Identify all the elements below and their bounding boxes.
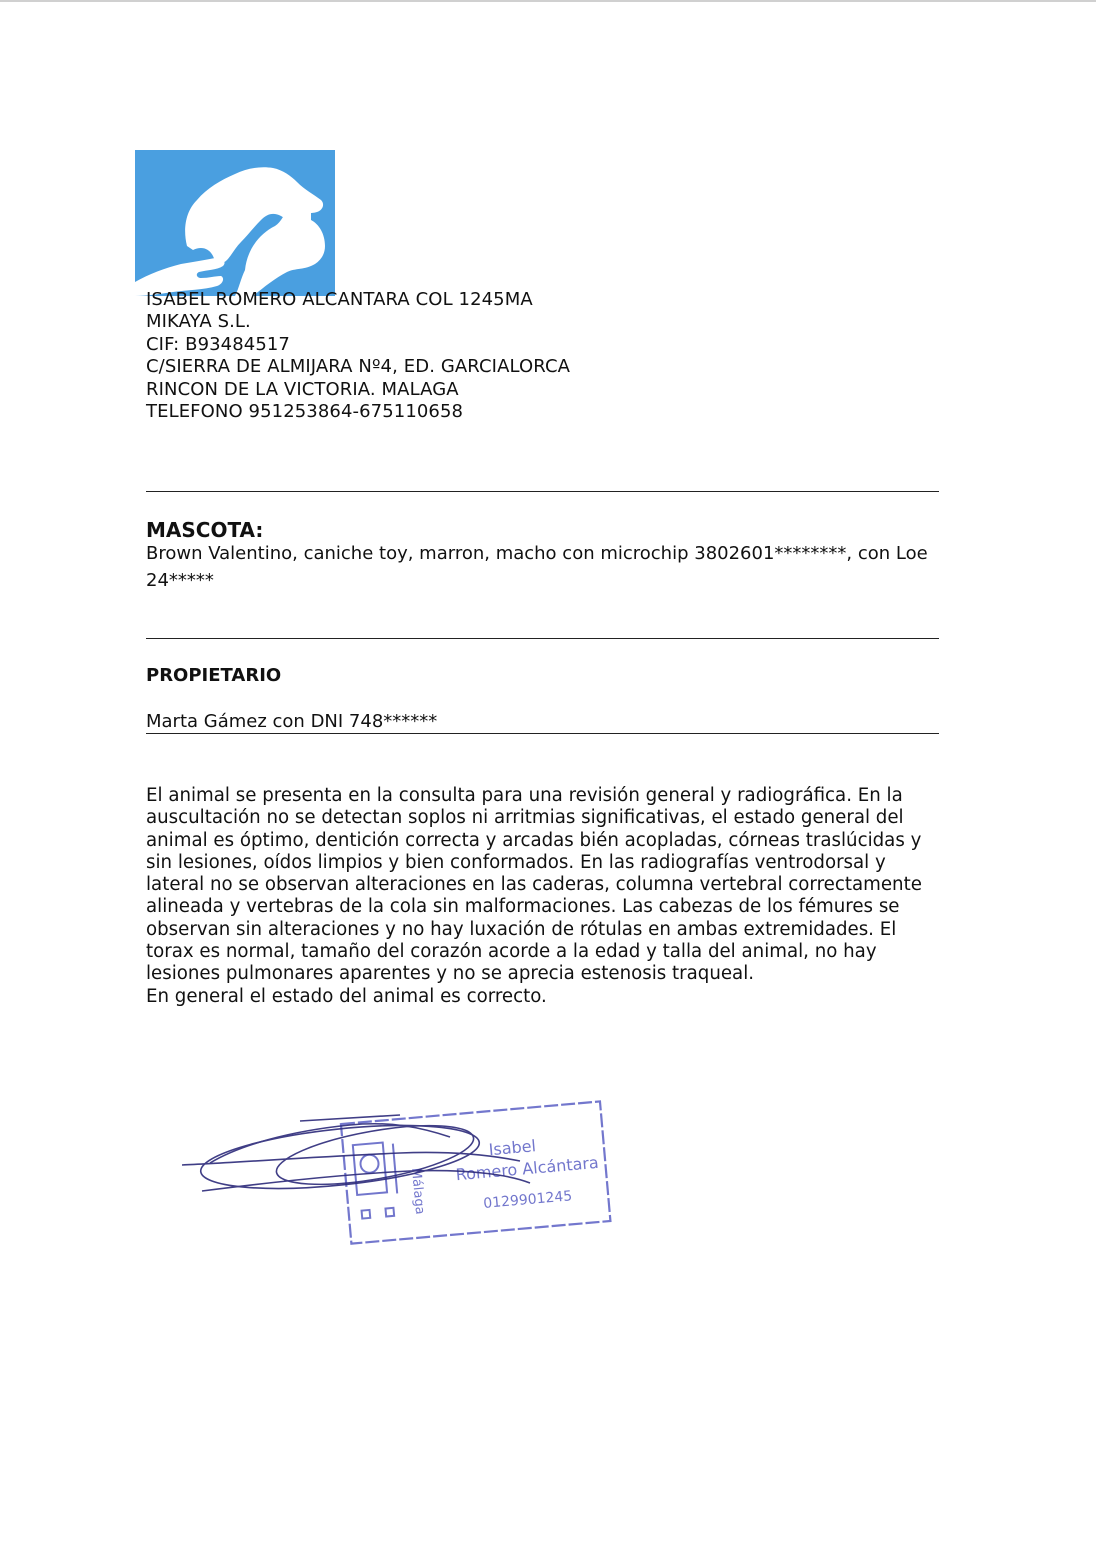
header-line-vet-name: ISABEL ROMERO ALCANTARA COL 1245MA: [146, 289, 533, 310]
report-body: [146, 785, 936, 1008]
header-line-address: C/SIERRA DE ALMIJARA Nº4, ED. GARCIALORCA: [146, 356, 571, 378]
mascota-title: MASCOTA:: [146, 518, 264, 542]
stamp-side-text: Málaga: [408, 1167, 428, 1216]
page-top-border: [0, 0, 1096, 2]
divider-2: [146, 638, 939, 639]
header-line-phone: TELEFONO 951253864-675110658: [146, 401, 464, 423]
signature-and-stamp: [150, 1075, 650, 1255]
clinic-header: [146, 289, 570, 423]
report-paragraph: El animal se presenta en la consulta para una revisión general y radiográfica. En la auscultación no se detectan soplos ni arritmias significativas, el estado general del animal es óptimo, dentición correcta y arcadas bién acopladas, córneas traslúcidas y sin lesiones, oídos limpios y bien conformados. En las radiografías ventrodorsal y lateral no se observan alteraciones en las caderas, columna vertebral correctamente alineada y vertebras de la cola sin malformaciones. Las cabezas de los fémures se observan sin alteraciones y no hay luxación de rótulas en ambas extremidades. El torax es normal, tamaño del corazón acorde a la edad y talla del animal, no hay lesiones pulmonares aparentes y no se aprecia estenosis traqueal.: [146, 785, 922, 985]
clinic-logo: [135, 150, 335, 296]
report-conclusion: En general el estado del animal es correcto.: [146, 985, 547, 1007]
propietario-value: Marta Gámez con DNI 748******: [146, 711, 438, 732]
header-line-city: RINCON DE LA VICTORIA. MALAGA: [146, 378, 459, 400]
mascota-description-cont: 24*****: [146, 570, 214, 591]
stamp-line-3: 0129901245: [482, 1188, 573, 1212]
divider-1: [146, 491, 939, 492]
divider-3: [146, 733, 939, 734]
propietario-title: PROPIETARIO: [146, 665, 282, 686]
header-line-cif: CIF: B93484517: [146, 333, 290, 355]
mascota-description: Brown Valentino, caniche toy, marron, macho con microchip 3802601********, con Loe: [146, 543, 928, 564]
stamp-line-2: Romero Alcántara: [454, 1152, 600, 1185]
stamp-line-1: Isabel: [487, 1136, 537, 1160]
header-line-company: MIKAYA S.L.: [146, 311, 251, 333]
